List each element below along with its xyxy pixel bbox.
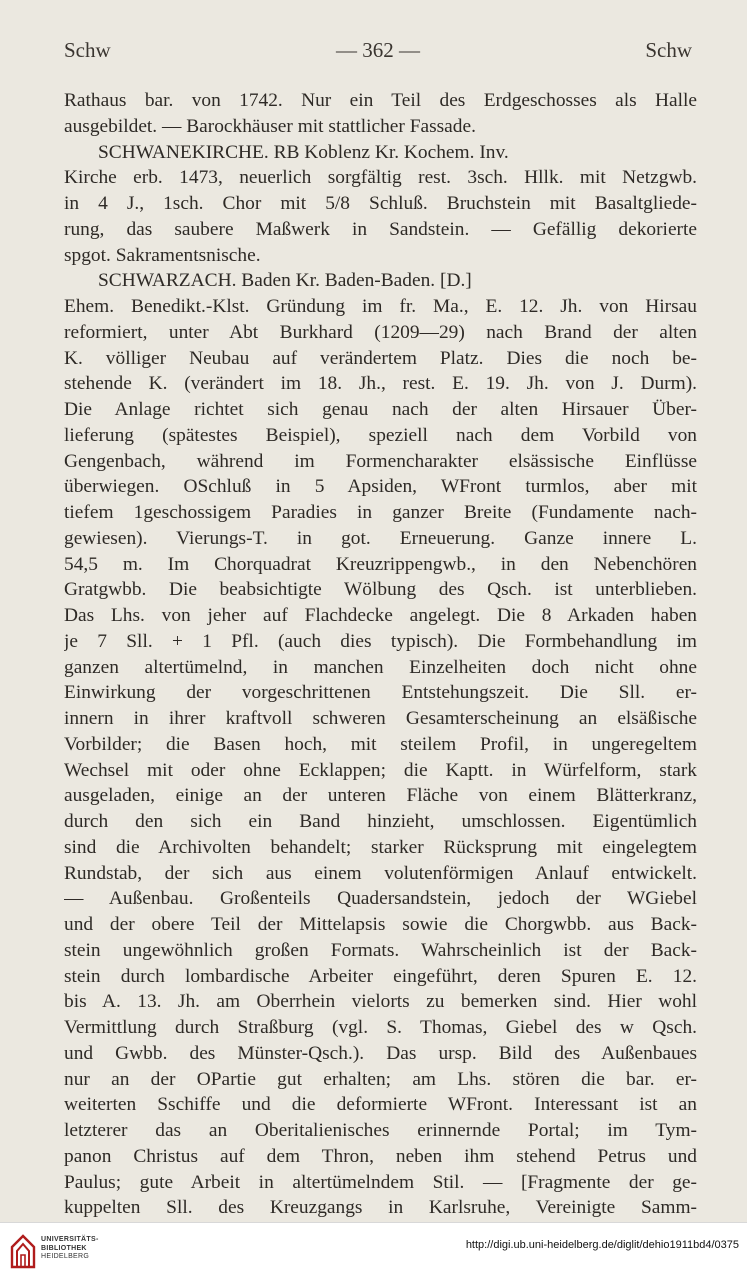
text-line: Das Lhs. von jeher auf Flachdecke angelegt. Die 8 Arkaden haben	[64, 605, 697, 626]
text-line: K. völliger Neubau auf verändertem Platz. Dies die noch be-	[64, 347, 697, 369]
library-name	[41, 1236, 99, 1262]
library-name-line: BIBLIOTHEK	[41, 1244, 87, 1252]
text-line: Kirche erb. 1473, neuerlich sorgfältig rest. 3sch. Hllk. mit Netzgwb.	[64, 167, 697, 189]
text-line: letzterer das an Oberitalienisches erinnernde Portal; im Tym-	[64, 1120, 697, 1141]
text-line: je 7 Sll. + 1 Pfl. (auch dies typisch). Die Formbehandlung im	[64, 630, 697, 652]
text-line: ausgeladen, einige an der unteren Fläche von einem Blätterkranz,	[64, 785, 697, 807]
text-line: weiterten Sschiffe und die deformierte WFront. Interessant ist an	[64, 1094, 697, 1116]
library-logo[interactable]	[8, 1233, 128, 1273]
text-line: Wechsel mit oder ohne Ecklappen; die Kaptt. in Würfelform, stark	[64, 759, 697, 781]
text-line: 54,5 m. Im Chorquadrat Kreuzrippengwb., in den Nebenchören	[64, 553, 697, 575]
permalink-url[interactable]: http://digi.ub.uni-heidelberg.de/diglit/dehio1911bd4/0375	[465, 1239, 739, 1251]
text-line: Die Anlage richtet sich genau nach der alten Hirsauer Über-	[64, 399, 697, 420]
text-line: gewiesen). Vierungs-T. in got. Erneuerung. Ganze innere L.	[64, 527, 697, 549]
running-header	[64, 38, 692, 68]
library-emblem-icon	[8, 1233, 38, 1269]
library-name-line: HEIDELBERG	[41, 1253, 90, 1260]
text-line: sind die Archivolten behandelt; starker Rücksprung mit eingelegtem	[64, 836, 697, 858]
text-line: kuppelten Sll. des Kreuzgangs in Karlsruhe, Vereinigte Samm-	[64, 1197, 697, 1219]
text-line: tiefem 1geschossigem Paradies in ganzer Breite (Fundamente nach-	[64, 502, 697, 523]
page-number: — 362 —	[336, 38, 420, 62]
text-line: lieferung (spätestes Beispiel), speziell nach dem Vorbild von	[64, 424, 697, 446]
header-left: Schw	[64, 38, 111, 62]
text-line: Gengenbach, während im Formencharakter elsässische Einflüsse	[64, 450, 697, 472]
text-line: Vermittlung durch Straßburg (vgl. S. Thomas, Giebel des w Qsch.	[64, 1017, 697, 1038]
entry-heading-line: SCHWARZACH. Baden Kr. Baden-Baden. [D.]	[98, 270, 472, 292]
text-line: Rundstab, der sich aus einem volutenförmigen Anlauf entwickelt.	[64, 862, 697, 884]
header-right: Schw	[645, 38, 692, 62]
text-line: stein durch lombardische Arbeiter eingeführt, deren Spuren E. 12.	[64, 965, 697, 987]
entry-heading-line: SCHWANEKIRCHE. RB Koblenz Kr. Kochem. Inv.	[98, 141, 509, 163]
text-line: stein ungewöhnlich großen Formats. Wahrscheinlich ist der Back-	[64, 939, 697, 961]
text-line: spgot. Sakramentsnische.	[64, 244, 261, 266]
text-line: in 4 J., 1sch. Chor mit 5/8 Schluß. Bruchstein mit Basaltgliede-	[64, 193, 697, 214]
text-line: ausgebildet. — Barockhäuser mit stattlicher Fassade.	[64, 115, 476, 137]
viewer-footer	[0, 1222, 747, 1277]
text-line: ganzen altertümelnd, in manchen Einzelheiten doch nicht ohne	[64, 656, 697, 678]
text-line: — Außenbau. Großenteils Quadersandstein, jedoch der WGiebel	[64, 888, 697, 910]
body-text	[64, 88, 697, 1221]
text-line: Einwirkung der vorgeschrittenen Entstehungszeit. Die Sll. er-	[64, 682, 697, 704]
text-line: Ehem. Benedikt.-Klst. Gründung im fr. Ma., E. 12. Jh. von Hirsau	[64, 296, 697, 317]
text-line: Gratgwbb. Die beabsichtigte Wölbung des Qsch. ist unterblieben.	[64, 579, 697, 601]
text-line: Paulus; gute Arbeit in altertümelndem Stil. — [Fragmente der ge-	[64, 1171, 697, 1193]
text-line: stehende K. (verändert im 18. Jh., rest. E. 19. Jh. von J. Durm).	[64, 373, 697, 395]
text-line: reformiert, unter Abt Burkhard (1209—29) nach Brand der alten	[64, 321, 697, 343]
text-line: nur an der OPartie gut erhalten; am Lhs. stören die bar. er-	[64, 1068, 697, 1090]
text-line: panon Christus auf dem Thron, neben ihm stehend Petrus und	[64, 1145, 697, 1167]
text-line: Rathaus bar. von 1742. Nur ein Teil des Erdgeschosses als Halle	[64, 90, 697, 111]
text-line: bis A. 13. Jh. am Oberrhein vielorts zu bemerken sind. Hier wohl	[64, 991, 697, 1013]
text-line: innern in ihrer kraftvoll schweren Gesamterscheinung an elsäßische	[64, 708, 697, 729]
text-line: und der obere Teil der Mittelapsis sowie die Chorgwbb. aus Back-	[64, 914, 697, 935]
text-line: Vorbilder; die Basen hoch, mit steilem Profil, in ungeregeltem	[64, 733, 697, 755]
library-name-line: UNIVERSITÄTS-	[41, 1236, 99, 1243]
text-line: rung, das saubere Maßwerk in Sandstein. — Gefällig dekorierte	[64, 218, 697, 240]
text-line: durch den sich ein Band hinzieht, umschlossen. Eigentümlich	[64, 811, 697, 832]
text-line: und Gwbb. des Münster-Qsch.). Das ursp. Bild des Außenbaues	[64, 1042, 697, 1064]
text-line: überwiegen. OSchluß in 5 Apsiden, WFront turmlos, aber mit	[64, 476, 697, 498]
